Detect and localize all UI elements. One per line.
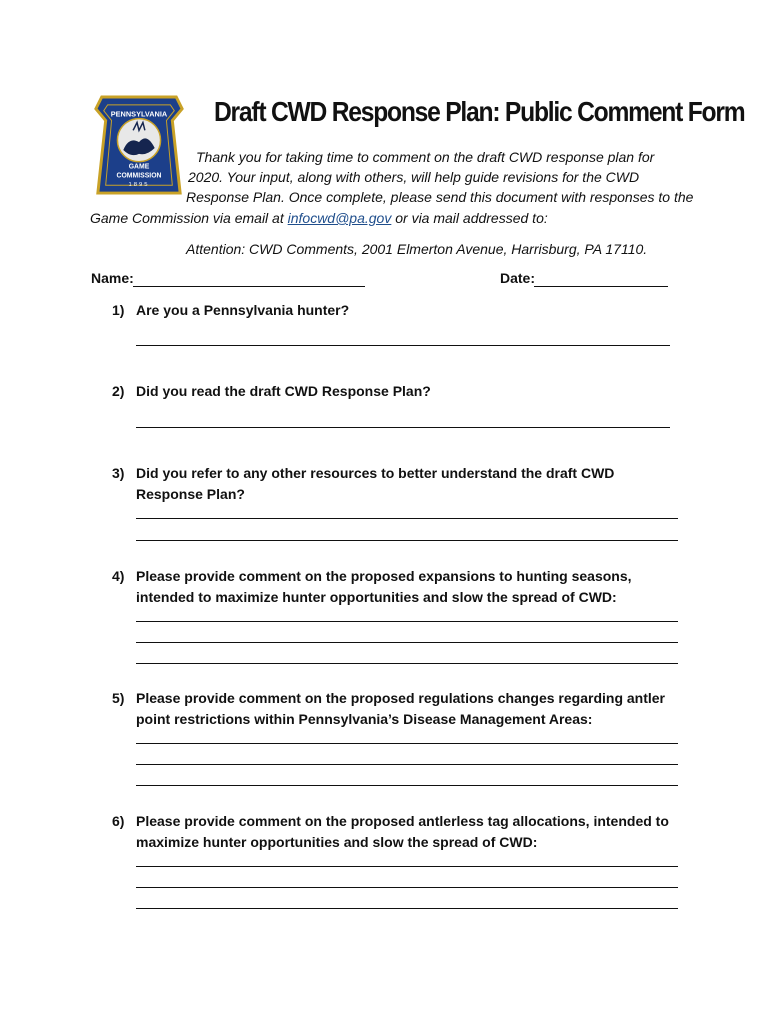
answer-line[interactable] xyxy=(136,540,678,541)
question-number: 6) xyxy=(112,813,125,829)
answer-line[interactable] xyxy=(136,642,678,643)
logo-text-commission: COMMISSION xyxy=(116,172,162,180)
answer-line[interactable] xyxy=(136,743,678,744)
email-link[interactable]: infocwd@pa.gov xyxy=(287,210,392,226)
question-number: 5) xyxy=(112,690,125,706)
question-text: Are you a Pennsylvania hunter? xyxy=(136,302,350,318)
answer-line[interactable] xyxy=(136,764,678,765)
question-text: Did you refer to any other resources to better understand the draft CWD Response Plan? xyxy=(136,465,615,502)
question-5 xyxy=(112,688,676,730)
intro-line-4-post: or via mail addressed to: xyxy=(391,210,548,226)
question-3 xyxy=(112,463,676,505)
question-2 xyxy=(112,381,676,402)
question-1 xyxy=(112,300,676,321)
question-number: 1) xyxy=(112,302,125,318)
question-text: Please provide comment on the proposed regulations changes regarding antler point restrictions within Pennsylvania’s Disease Management Areas: xyxy=(136,690,666,727)
question-text: Please provide comment on the proposed expansions to hunting seasons, intended to maximize hunter opportunities and slow the spread of CWD: xyxy=(136,568,632,605)
question-text: Please provide comment on the proposed antlerless tag allocations, intended to maximize hunter opportunities and slow the spread of CWD: xyxy=(136,813,669,850)
name-field[interactable] xyxy=(133,286,365,287)
attention-address: Attention: CWD Comments, 2001 Elmerton Avenue, Harrisburg, PA 17110. xyxy=(186,241,648,257)
name-label: Name: xyxy=(91,270,134,286)
intro-line-4 xyxy=(90,208,548,228)
date-label: Date: xyxy=(500,270,536,286)
intro-line-4-pre: Game Commission via email at xyxy=(90,210,288,226)
answer-line[interactable] xyxy=(136,427,670,428)
answer-line[interactable] xyxy=(136,663,678,664)
intro-line-2: 2020. Your input, along with others, will help guide revisions for the CWD xyxy=(188,169,640,185)
form-title: Draft CWD Response Plan: Public Comment Form xyxy=(214,96,745,127)
answer-line[interactable] xyxy=(136,866,678,867)
intro-line-3: Response Plan. Once complete, please send this document with responses to the xyxy=(186,189,694,205)
question-text: Did you read the draft CWD Response Plan? xyxy=(136,383,431,399)
logo-year: 1895 xyxy=(128,182,150,189)
answer-line[interactable] xyxy=(136,785,678,786)
pgc-keystone-logo xyxy=(90,93,188,201)
answer-line[interactable] xyxy=(136,887,678,888)
question-4 xyxy=(112,566,676,608)
answer-line[interactable] xyxy=(136,345,670,346)
logo-text-top: PENNSYLVANIA xyxy=(110,109,168,119)
question-6 xyxy=(112,811,676,853)
intro-line-1: Thank you for taking time to comment on the draft CWD response plan for xyxy=(196,149,655,165)
question-number: 2) xyxy=(112,383,125,399)
logo-text-game: GAME xyxy=(128,163,150,171)
answer-line[interactable] xyxy=(136,908,678,909)
date-field[interactable] xyxy=(534,286,668,287)
question-number: 3) xyxy=(112,465,125,481)
answer-line[interactable] xyxy=(136,621,678,622)
answer-line[interactable] xyxy=(136,518,678,519)
question-number: 4) xyxy=(112,568,125,584)
